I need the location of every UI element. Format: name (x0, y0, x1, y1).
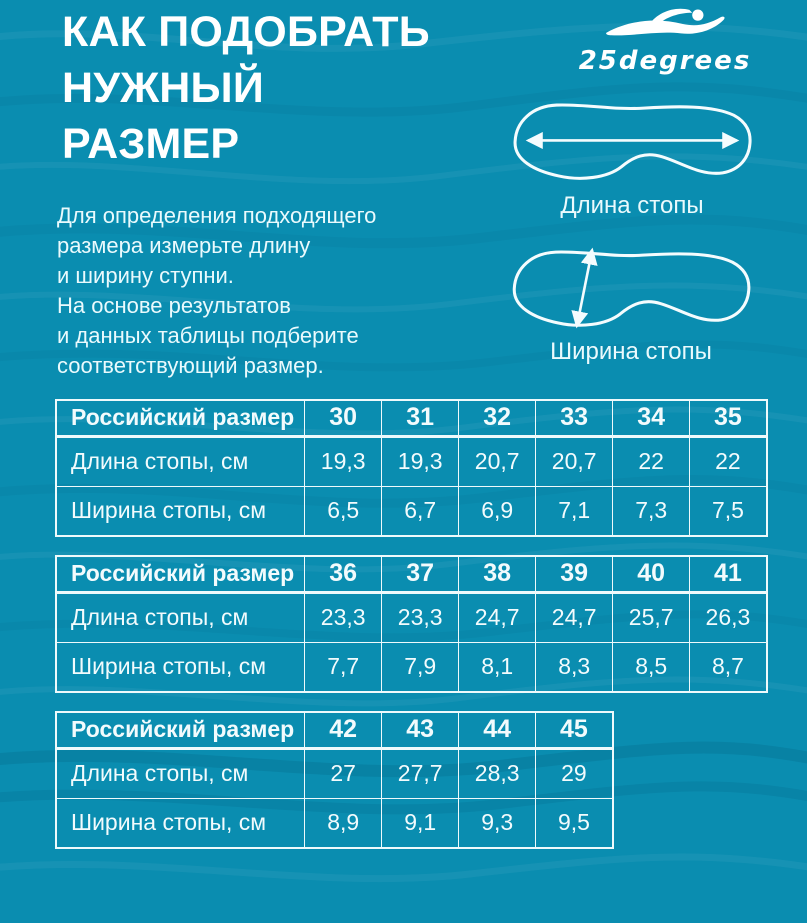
value-cell: 26,3 (690, 592, 767, 642)
size-header-cell: 34 (613, 400, 690, 436)
width-arrow-icon (577, 250, 592, 326)
value-cell: 8,9 (305, 798, 382, 848)
foot-width-label: Ширина стопы (550, 338, 712, 365)
row-label-cell: Ширина стопы, см (56, 642, 305, 692)
size-header-cell: 35 (690, 400, 767, 436)
foot-outline (514, 252, 749, 325)
foot-length-label: Длина стопы (560, 192, 704, 219)
size-header-cell: 38 (459, 556, 536, 592)
value-cell: 8,5 (613, 642, 690, 692)
size-header-cell: 39 (536, 556, 613, 592)
size-header-cell: 31 (382, 400, 459, 436)
row-label-cell: Длина стопы, см (56, 436, 305, 486)
value-cell: 8,1 (459, 642, 536, 692)
value-cell: 7,5 (690, 486, 767, 536)
page-title-line-1: КАК ПОДОБРАТЬ (62, 8, 430, 56)
intro-line: и ширину ступни. (57, 263, 234, 288)
size-header-cell: 33 (536, 400, 613, 436)
size-table-2 (55, 555, 768, 693)
page-title-line-3: РАЗМЕР (62, 120, 240, 168)
brand-logo (575, 6, 755, 76)
swimmer-icon (604, 6, 726, 42)
value-cell: 27,7 (382, 748, 459, 798)
value-cell: 24,7 (536, 592, 613, 642)
size-tables (55, 399, 768, 867)
value-cell: 29 (536, 748, 613, 798)
value-cell: 9,1 (382, 798, 459, 848)
page-title (62, 4, 532, 172)
width-row (56, 642, 767, 692)
length-row (56, 592, 767, 642)
value-cell: 6,9 (459, 486, 536, 536)
brand-wordmark: 25degrees (578, 46, 752, 76)
row-label-header-cell: Российский размер (56, 712, 305, 748)
size-header-cell: 44 (459, 712, 536, 748)
size-header-cell: 32 (459, 400, 536, 436)
size-table-3 (55, 711, 614, 849)
value-cell: 20,7 (459, 436, 536, 486)
width-row (56, 486, 767, 536)
row-label-cell: Длина стопы, см (56, 592, 305, 642)
size-table-header-row (56, 556, 767, 592)
length-row (56, 748, 613, 798)
width-row (56, 798, 613, 848)
size-table-1 (55, 399, 768, 537)
value-cell: 8,7 (690, 642, 767, 692)
value-cell: 6,5 (305, 486, 382, 536)
page-title-line-2: НУЖНЫЙ (62, 64, 264, 112)
value-cell: 7,9 (382, 642, 459, 692)
value-cell: 19,3 (382, 436, 459, 486)
value-cell: 27 (305, 748, 382, 798)
intro-line: размера измерьте длину (57, 233, 311, 258)
size-header-cell: 36 (305, 556, 382, 592)
value-cell: 28,3 (459, 748, 536, 798)
foot-width-diagram (506, 240, 756, 336)
value-cell: 7,3 (613, 486, 690, 536)
size-header-cell: 42 (305, 712, 382, 748)
value-cell: 22 (690, 436, 767, 486)
size-header-cell: 45 (536, 712, 613, 748)
length-row (56, 436, 767, 486)
intro-text (57, 201, 477, 381)
value-cell: 23,3 (305, 592, 382, 642)
intro-line: и данных таблицы подберите (57, 323, 359, 348)
size-header-cell: 43 (382, 712, 459, 748)
row-label-cell: Ширина стопы, см (56, 486, 305, 536)
value-cell: 22 (613, 436, 690, 486)
value-cell: 20,7 (536, 436, 613, 486)
size-table-header-row (56, 712, 613, 748)
value-cell: 19,3 (305, 436, 382, 486)
value-cell: 25,7 (613, 592, 690, 642)
value-cell: 7,7 (305, 642, 382, 692)
value-cell: 8,3 (536, 642, 613, 692)
value-cell: 9,3 (459, 798, 536, 848)
value-cell: 6,7 (382, 486, 459, 536)
row-label-header-cell: Российский размер (56, 556, 305, 592)
intro-line: На основе результатов (57, 293, 291, 318)
row-label-cell: Ширина стопы, см (56, 798, 305, 848)
value-cell: 7,1 (536, 486, 613, 536)
intro-line: Для определения подходящего (57, 203, 377, 228)
intro-line: соответствующий размер. (57, 353, 324, 378)
row-label-cell: Длина стопы, см (56, 748, 305, 798)
value-cell: 24,7 (459, 592, 536, 642)
size-table-header-row (56, 400, 767, 436)
foot-length-diagram (508, 92, 756, 190)
value-cell: 9,5 (536, 798, 613, 848)
value-cell: 23,3 (382, 592, 459, 642)
size-header-cell: 41 (690, 556, 767, 592)
size-header-cell: 40 (613, 556, 690, 592)
row-label-header-cell: Российский размер (56, 400, 305, 436)
size-header-cell: 30 (305, 400, 382, 436)
size-header-cell: 37 (382, 556, 459, 592)
